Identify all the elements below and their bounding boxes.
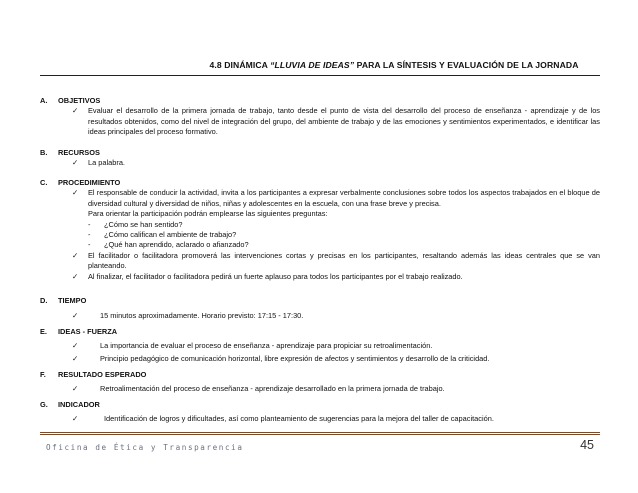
section-recursos	[40, 148, 600, 169]
section-heading: B. RECURSOS	[40, 148, 100, 157]
page-number: 45	[580, 438, 594, 452]
list-item: ✓ Identificación de logros y dificultades, así como planteamiento de sugerencias para la mejora del taller de capacitación.	[72, 414, 494, 424]
question-item: - ¿Cómo se han sentido?	[88, 219, 183, 229]
section-heading: D. TIEMPO	[40, 296, 87, 305]
section-heading: A. OBJETIVOS	[40, 96, 101, 105]
section-heading: G. INDICADOR	[40, 400, 100, 409]
checkmark-icon: ✓	[72, 250, 79, 260]
section-procedimiento	[40, 178, 600, 282]
checkmark-icon: ✓	[72, 384, 79, 394]
title-suffix: PARA LA SÍNTESIS Y EVALUACIÓN DE LA JORNADA	[354, 60, 579, 70]
title-prefix: 4.8 DINÁMICA	[209, 60, 271, 70]
checkmark-icon: ✓	[72, 311, 79, 321]
checkmark-icon: ✓	[72, 353, 79, 363]
section-indicador	[40, 400, 600, 425]
list-item: ✓ El responsable de conducir la actividad, invita a los participantes a expresar verbalmente conclusiones sobre todos los aspectos trabajados en el bloque de diversidad cultural y diversidad de niños, niñas y adolescentes en la escuela, con una frase breve y precisa.	[72, 188, 600, 208]
list-item: ✓ Evaluar el desarrollo de la primera jornada de trabajo, tanto desde el punto de vista del desarrollo del proceso de enseñanza - aprendizaje y de los resultados obtenidos, como del nivel de integración del grupo, del ambiente de trabajo y de las emociones y sentimientos experimentados, e identificar las ideas principales del proceso formativo.	[72, 106, 600, 137]
question-item: - ¿Cómo califican el ambiente de trabajo?	[88, 230, 237, 240]
footer-rule	[40, 432, 600, 435]
list-item: ✓ Principio pedagógico de comunicación horizontal, libre expresión de afectos y sentimientos y desarrollo de la criticidad.	[72, 353, 490, 363]
title-rule	[40, 75, 600, 76]
list-item: ✓ La palabra.	[72, 158, 125, 168]
list-item: ✓ 15 minutos aproximadamente. Horario previsto: 17:15 - 17:30.	[72, 311, 304, 321]
list-item: ✓ Al finalizar, el facilitador o facilitadora pedirá un fuerte aplauso para todos los participantes por el trabajo realizado.	[72, 271, 463, 281]
checkmark-icon: ✓	[72, 188, 79, 198]
question-item: - ¿Qué han aprendido, aclarado o afianzado?	[88, 240, 249, 250]
section-heading: E. IDEAS - FUERZA	[40, 327, 118, 336]
list-item: ✓ El facilitador o facilitadora promoverá las intervenciones cortas y precisas en los participantes, resaltando además las ideas centrales que se van planteando.	[72, 250, 600, 271]
section-heading: F. RESULTADO ESPERADO	[40, 370, 147, 379]
footer-text: Oficina de Ética y Transparencia	[46, 443, 244, 452]
checkmark-icon: ✓	[72, 341, 79, 351]
checkmark-icon: ✓	[72, 106, 79, 116]
section-resultado-esperado	[40, 370, 600, 395]
section-heading: C. PROCEDIMIENTO	[40, 178, 121, 187]
title-emphasis: “LLUVIA DE IDEAS”	[270, 60, 355, 70]
list-item-tail: Para orientar la participación podrán emplearse las siguientes preguntas:	[88, 209, 328, 219]
list-item: ✓ La importancia de evaluar el proceso de enseñanza - aprendizaje para propiciar su retroalimentación.	[72, 341, 433, 351]
checkmark-icon: ✓	[72, 158, 79, 168]
checkmark-icon: ✓	[72, 271, 79, 281]
section-objetivos	[40, 96, 600, 138]
section-ideas-fuerza	[40, 327, 600, 364]
list-item: ✓ Retroalimentación del proceso de enseñanza - aprendizaje desarrollado en la primera jornada de trabajo.	[72, 384, 445, 394]
page-title	[0, 60, 638, 70]
section-tiempo	[40, 296, 600, 322]
checkmark-icon: ✓	[72, 414, 79, 424]
